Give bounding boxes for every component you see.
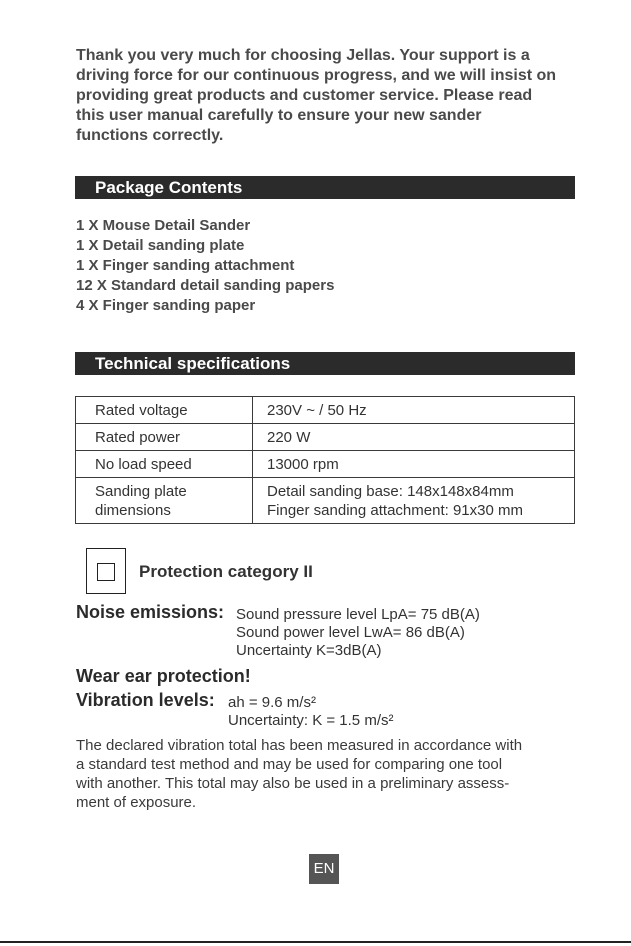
spec-label: Rated voltage <box>76 397 253 424</box>
spec-value-cell <box>253 478 575 524</box>
spec-value: Detail sanding base: 148x148x84mm <box>267 483 514 500</box>
page-bottom-divider <box>0 941 631 943</box>
table-row <box>76 424 575 451</box>
noise-emissions-values <box>236 606 480 660</box>
package-contents-heading: Package Contents <box>75 176 575 199</box>
table-row <box>76 478 575 524</box>
spec-value: Finger sanding attachment: 91x30 mm <box>267 502 523 519</box>
spec-value: 13000 rpm <box>253 451 575 478</box>
noise-line: Sound pressure level LpA= 75 dB(A) <box>236 606 480 623</box>
paragraph-line: with another. This total may also be used in a preliminary assess- <box>76 775 510 792</box>
spec-label: No load speed <box>76 451 253 478</box>
list-item: 12 X Standard detail sanding papers <box>76 277 335 294</box>
vibration-levels-heading: Vibration levels: <box>76 690 215 710</box>
noise-emissions-heading: Noise emissions: <box>76 602 225 622</box>
intro-line: functions correctly. <box>76 127 224 144</box>
list-item: 1 X Mouse Detail Sander <box>76 217 251 234</box>
table-row <box>76 451 575 478</box>
paragraph-line: The declared vibration total has been measured in accordance with <box>76 737 523 754</box>
language-badge: EN <box>309 854 339 884</box>
intro-line: this user manual carefully to ensure your new sander <box>76 107 482 124</box>
intro-line: providing great products and customer service. Please read <box>76 87 533 104</box>
list-item: 4 X Finger sanding paper <box>76 297 256 314</box>
protection-category-text: Protection category II <box>139 562 313 581</box>
intro-line: driving force for our continuous progress, and we will insist on <box>76 67 557 84</box>
spec-label: dimensions <box>95 502 171 519</box>
list-item: 1 X Finger sanding attachment <box>76 257 295 274</box>
vibration-declaration-paragraph <box>76 736 576 812</box>
ear-protection-warning: Wear ear protection! <box>76 666 251 686</box>
package-contents-list <box>76 216 334 316</box>
paragraph-line: a standard test method and may be used for comparing one tool <box>76 756 503 773</box>
technical-specifications-heading: Technical specifications <box>75 352 575 375</box>
specifications-table <box>75 396 575 524</box>
spec-label-cell <box>76 478 253 524</box>
intro-text <box>76 46 596 146</box>
intro-line: Thank you very much for choosing Jellas. Your support is a <box>76 47 530 64</box>
protection-class-ii-inner-square <box>97 563 115 581</box>
spec-label: Rated power <box>76 424 253 451</box>
noise-line: Sound power level LwA= 86 dB(A) <box>236 624 465 641</box>
noise-line: Uncertainty K=3dB(A) <box>236 642 382 659</box>
spec-value: 230V ~ / 50 Hz <box>253 397 575 424</box>
vibration-line: Uncertainty: K = 1.5 m/s² <box>228 712 394 729</box>
list-item: 1 X Detail sanding plate <box>76 237 245 254</box>
vibration-levels-values <box>228 694 393 730</box>
paragraph-line: ment of exposure. <box>76 794 197 811</box>
vibration-line: ah = 9.6 m/s² <box>228 694 316 711</box>
table-row <box>76 397 575 424</box>
protection-class-ii-icon <box>86 548 126 594</box>
spec-label: Sanding plate <box>95 483 187 500</box>
spec-value: 220 W <box>253 424 575 451</box>
